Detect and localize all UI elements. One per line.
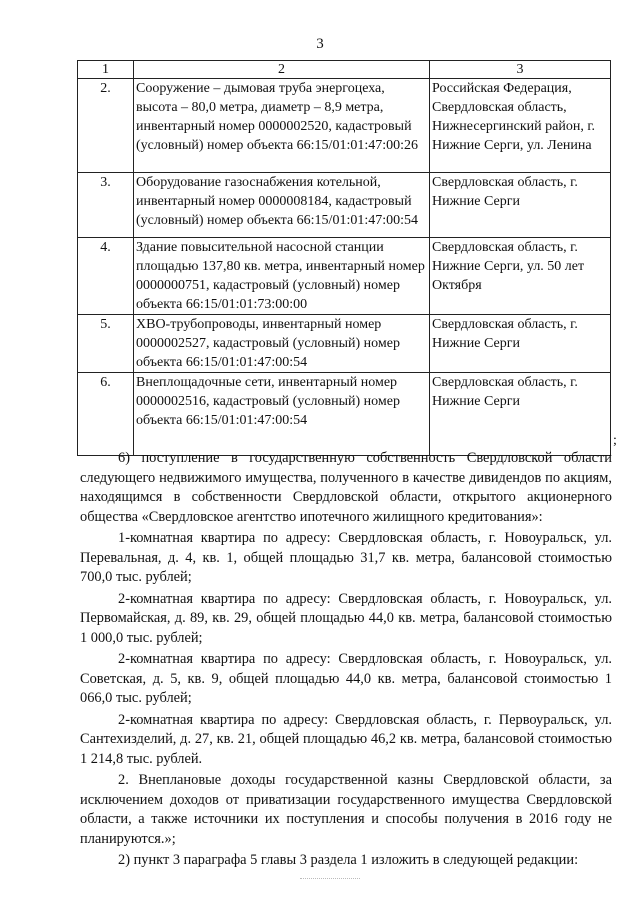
paragraph-unplanned-revenue: 2. Внеплановые доходы государственной казны Свердловской области, за исключением доходов от приватизации государственного имущества Свердловской области, а также источники их поступления и способы получения в 2016 году не планируются.»; (80, 772, 612, 847)
table-header-row (78, 61, 611, 79)
table-end-semicolon: ; (613, 433, 617, 448)
column-header-number: 1 (78, 61, 134, 79)
table-row (78, 238, 611, 315)
paragraph-apartment-4: 2-комнатная квартира по адресу: Свердловская область, г. Первоуральск, ул. Сантехизделий, д. 27, кв. 21, общей площадью 46,2 кв. метра, балансовой стоимостью 1 214,8 тыс. рублей. (80, 711, 612, 767)
row-number: 4. (78, 238, 134, 315)
row-location: Свердловская область, г. Нижние Серги (430, 373, 611, 456)
table-row (78, 373, 611, 456)
table-row (78, 173, 611, 238)
row-location: Свердловская область, г. Нижние Серги (430, 173, 611, 238)
property-table (77, 60, 611, 456)
row-number: 5. (78, 315, 134, 373)
row-location: Российская Федерация, Свердловская область, Нижнесергинский район, г. Нижние Серги, ул. Ленина (430, 79, 611, 173)
row-number: 2. (78, 79, 134, 173)
row-location: Свердловская область, г. Нижние Серги (430, 315, 611, 373)
table-row (78, 79, 611, 173)
paragraph-dividend-property: 6) поступление в государственную собственность Свердловской области следующего недвижимого имущества, полученного в качестве дивидендов по акциям, находящимся в собственности Свердловской области, открытого акционерного общества «Свердловское агентство ипотечного жилищного кредитования»: (80, 450, 612, 525)
paragraph-apartment-3: 2-комнатная квартира по адресу: Свердловская область, г. Новоуральск, ул. Советская, д. 5, кв. 9, общей площадью 44,0 кв. метра, балансовой стоимостью 1 066,0 тыс. рублей; (80, 651, 612, 706)
row-number: 6. (78, 373, 134, 456)
footer-divider (300, 878, 360, 879)
page-number: 3 (316, 36, 324, 52)
body-text (80, 449, 612, 871)
row-location: Свердловская область, г. Нижние Серги, ул. 50 лет Октября (430, 238, 611, 315)
row-number: 3. (78, 173, 134, 238)
paragraph-amendment: 2) пункт 3 параграфа 5 главы 3 раздела 1 изложить в следующей редакции: (118, 852, 579, 868)
column-header-description: 2 (134, 61, 430, 79)
row-description: Здание повысительной насосной станции площадью 137,80 кв. метра, инвентарный номер 0000000751, кадастровый (условный) номер объекта 66:15/01:01:73:00:00 (134, 238, 430, 315)
table-row (78, 315, 611, 373)
row-description: ХВО-трубопроводы, инвентарный номер 0000002527, кадастровый (условный) номер объекта 66:15/01:01:47:00:54 (134, 315, 430, 373)
paragraph-apartment-2: 2-комнатная квартира по адресу: Свердловская область, г. Новоуральск, ул. Первомайская, д. 89, кв. 29, общей площадью 44,0 кв. метра, балансовой стоимостью 1 000,0 тыс. рублей; (80, 590, 612, 646)
column-header-location: 3 (430, 61, 611, 79)
row-description: Оборудование газоснабжения котельной, инвентарный номер 0000008184, кадастровый (условный) номер объекта 66:15/01:01:47:00:54 (134, 173, 430, 238)
row-description: Внеплощадочные сети, инвентарный номер 0000002516, кадастровый (условный) номер объекта 66:15/01:01:47:00:54 (134, 373, 430, 456)
row-description: Сооружение – дымовая труба энергоцеха, высота – 80,0 метра, диаметр – 8,9 метра, инвентарный номер 0000002520, кадастровый (условный) номер объекта 66:15/01:01:47:00:26 (134, 79, 430, 173)
paragraph-apartment-1: 1-комнатная квартира по адресу: Свердловская область, г. Новоуральск, ул. Перевальная, д. 4, кв. 1, общей площадью 31,7 кв. метра, балансовой стоимостью 700,0 тыс. рублей; (80, 530, 612, 585)
